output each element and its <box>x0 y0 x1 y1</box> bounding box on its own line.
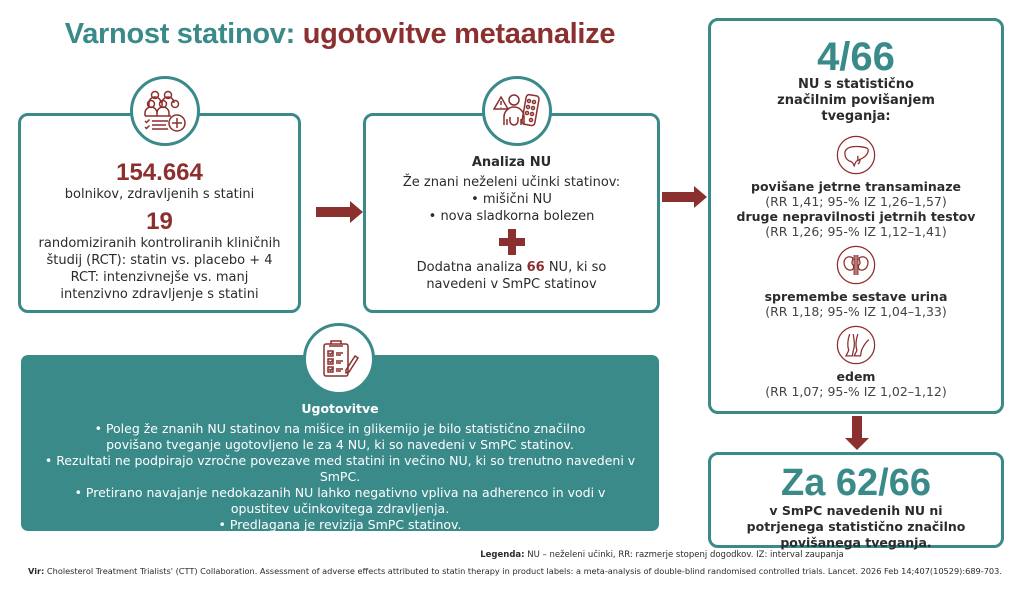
rct-text: randomiziranih kontroliranih kliničnih študij (RCT): statin vs. placebo + 4 RCT: intenzivnejše vs. manj intenzivno zdravljenje s statini <box>38 236 281 302</box>
analysis-heading: Analiza NU <box>471 155 552 170</box>
findings-heading: Ugotovitve <box>301 401 379 416</box>
conclusion-box <box>708 452 1004 548</box>
result-title: spremembe sestave urina <box>764 289 948 304</box>
patients-number: 154.664 <box>116 159 203 186</box>
known-item: • mišični NU <box>471 192 552 207</box>
results-subtitle: NU s statistično značilnim povišanjem tveganja: <box>777 77 935 124</box>
result-title: edem <box>836 369 876 384</box>
result-title: druge nepravilnosti jetrnih testov <box>736 209 976 224</box>
patient-warning-pills-icon <box>482 76 552 146</box>
result-rr: (RR 1,07; 95-% IZ 1,02–1,12) <box>765 384 947 399</box>
result-title: povišane jetrne transaminaze <box>751 179 961 194</box>
extra-analysis-text: Dodatna analiza 66 NU, ki so navedeni v SmPC statinov <box>416 260 607 292</box>
title-part-1: Varnost statinov: <box>64 18 295 50</box>
arrow-right-icon <box>662 186 708 208</box>
findings-bullet: • Poleg že znanih NU statinov na mišice in glikemijo je bilo statistično značilno povišano tveganje ugotovljeno le za 4 NU, ki so navedeni v SmPC statinov. <box>94 421 586 452</box>
results-box <box>708 18 1004 414</box>
page-title <box>60 18 620 51</box>
findings-bullet: • Pretirano navajanje nedokazanih NU lahko negativno vpliva na adherenco in vodi v opustitev učinkovitega zdravljenja. <box>74 485 606 516</box>
kidneys-icon <box>836 245 876 285</box>
source-citation <box>28 566 1002 576</box>
rct-number: 19 <box>146 208 173 235</box>
known-intro: Že znani neželeni učinki statinov: <box>402 175 621 190</box>
source-text: Cholesterol Treatment Trialists' (CTT) Collaboration. Assessment of adverse effects attributed to statin therapy in product labels: a meta-analysis of double-blind randomised controlled trials. Lancet. 2026 Feb 14;407(10529):689-703. <box>46 566 1002 576</box>
plus-icon <box>499 229 525 255</box>
results-fraction: 4/66 <box>817 35 895 79</box>
clipboard-checklist-icon <box>303 323 375 395</box>
patients-plus-icon <box>130 76 200 146</box>
findings-bullet: • Predlagana je revizija SmPC statinov. <box>218 517 462 532</box>
legend-label: Legenda: <box>480 550 525 560</box>
findings-bullet: • Rezultati ne podpirajo vzročne povezave med statini in večino NU, ki so trenutno navedeni v SmPC. <box>44 453 636 484</box>
swollen-legs-icon <box>836 325 876 365</box>
legend-text: NU – neželeni učinki, RR: razmerje stopenj dogodkov. IZ: interval zaupanja <box>527 550 844 560</box>
conclusion-text: v SmPC navedenih NU ni potrjenega statistično značilno povišanega tveganja. <box>746 503 966 550</box>
title-part-2: ugotovitve metaanalize <box>302 18 616 50</box>
source-label: Vir: <box>28 566 45 576</box>
result-rr: (RR 1,41; 95-% IZ 1,26–1,57) <box>765 194 947 209</box>
conclusion-fraction: Za 62/66 <box>781 462 931 504</box>
result-rr: (RR 1,18; 95-% IZ 1,04–1,33) <box>765 304 947 319</box>
extra-analysis-number: 66 <box>526 260 545 275</box>
liver-icon <box>836 135 876 175</box>
arrow-down-icon <box>845 416 869 452</box>
arrow-right-icon <box>316 201 364 223</box>
known-item: • nova sladkorna bolezen <box>428 209 595 224</box>
patients-text: bolnikov, zdravljenih s statini <box>64 187 255 202</box>
legend <box>0 550 1024 560</box>
result-rr: (RR 1,26; 95-% IZ 1,12–1,41) <box>765 224 947 239</box>
